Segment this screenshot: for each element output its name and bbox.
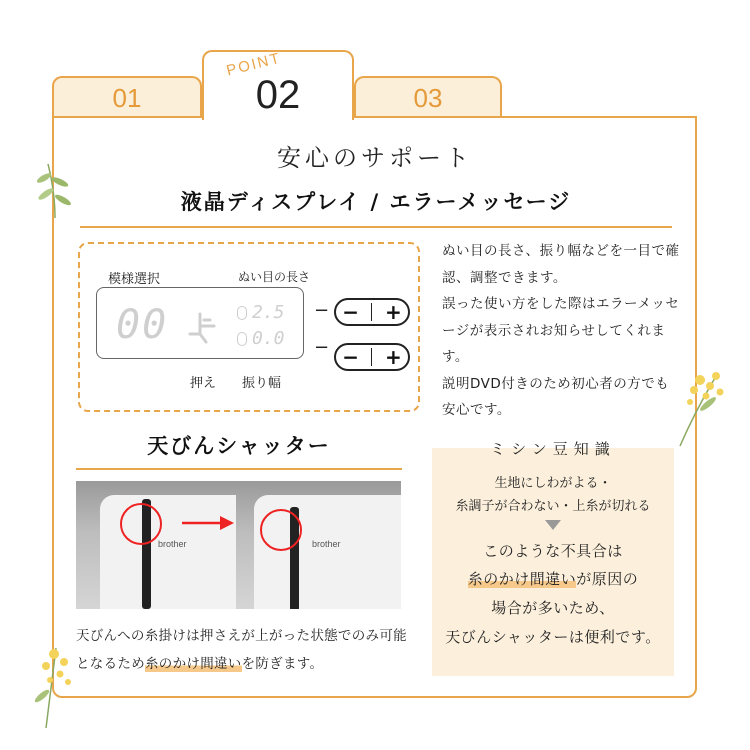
machine-photo-after bbox=[236, 481, 401, 609]
brand-label: brother bbox=[312, 539, 341, 549]
caption-text: 天びんへの糸掛けは押さえが上がった状態でのみ可能となるため bbox=[76, 628, 407, 672]
tip-line bbox=[432, 568, 674, 589]
button-separator bbox=[371, 303, 372, 321]
section1-divider bbox=[80, 226, 672, 228]
section1-heading: 液晶ディスプレイ / エラーメッセージ bbox=[180, 190, 572, 214]
length-dash: − bbox=[314, 300, 330, 321]
plus-icon[interactable]: + bbox=[384, 300, 402, 324]
pattern-select-label: 模様選択 bbox=[108, 272, 161, 287]
length-value-display: 2.5 bbox=[252, 302, 285, 323]
width-value-display: 0.0 bbox=[252, 328, 285, 349]
highlight-circle bbox=[260, 509, 302, 551]
tab-02-active[interactable] bbox=[202, 50, 354, 120]
paragraph: ぬい目の長さ、振り幅などを一目で確認、調整できます。 bbox=[442, 243, 680, 286]
tip-line: 生地にしわがよる・ bbox=[494, 476, 612, 491]
tip-title: ミシン豆知識 bbox=[490, 440, 616, 458]
plus-icon[interactable]: + bbox=[384, 345, 402, 369]
stitch-length-label: ぬい目の長さ bbox=[238, 270, 311, 284]
point-tag: POINT bbox=[224, 49, 284, 80]
tip-line: 場合が多いため、 bbox=[491, 599, 615, 617]
tip-line: このような不具合は bbox=[483, 542, 623, 560]
caption-highlight: 糸のかけ間違い bbox=[145, 656, 242, 672]
caption-text-end: を防ぎます。 bbox=[241, 656, 324, 672]
length-icon bbox=[237, 306, 247, 320]
paragraph: 説明DVD付きのため初心者の方でも安心です。 bbox=[442, 375, 670, 418]
section1-description bbox=[442, 238, 682, 424]
tip-line: 天びんシャッターは便利です。 bbox=[445, 628, 661, 646]
presser-foot-icon bbox=[184, 312, 220, 346]
tip-line: 糸調子が合わない・上糸が切れる bbox=[455, 499, 651, 514]
tab-03-label: 03 bbox=[413, 82, 443, 113]
highlight-circle bbox=[120, 503, 162, 545]
zigzag-width-label: 振り幅 bbox=[242, 376, 282, 391]
brand-label: brother bbox=[158, 539, 187, 549]
width-dash: − bbox=[314, 337, 330, 358]
tab-02-label: 02 bbox=[255, 72, 301, 117]
tab-01[interactable] bbox=[52, 76, 202, 118]
tab-01-label: 01 bbox=[112, 82, 142, 113]
pattern-number-display: 00 bbox=[116, 302, 169, 348]
button-separator bbox=[371, 348, 372, 366]
tab-03[interactable] bbox=[354, 76, 502, 118]
width-adjust-button[interactable] bbox=[334, 343, 410, 371]
presser-label: 押え bbox=[190, 376, 217, 391]
section2-heading: 天びんシャッター bbox=[147, 434, 331, 458]
paragraph: 誤った使い方をした際はエラーメッセージが表示されお知らせしてくれます。 bbox=[442, 296, 680, 365]
triangle-down-icon bbox=[545, 520, 561, 530]
page-title: 安心のサポート bbox=[277, 144, 473, 172]
tip-highlight: 糸のかけ間違い bbox=[467, 570, 577, 588]
machine-photo-before bbox=[76, 481, 236, 609]
minus-icon[interactable]: − bbox=[342, 300, 359, 324]
tip-text: が原因の bbox=[576, 570, 639, 588]
length-adjust-button[interactable] bbox=[334, 298, 410, 326]
arrow-right-icon bbox=[180, 516, 234, 530]
section2-caption bbox=[76, 622, 416, 678]
section2-divider bbox=[76, 468, 402, 470]
width-icon bbox=[237, 332, 247, 346]
minus-icon[interactable]: − bbox=[342, 345, 359, 369]
